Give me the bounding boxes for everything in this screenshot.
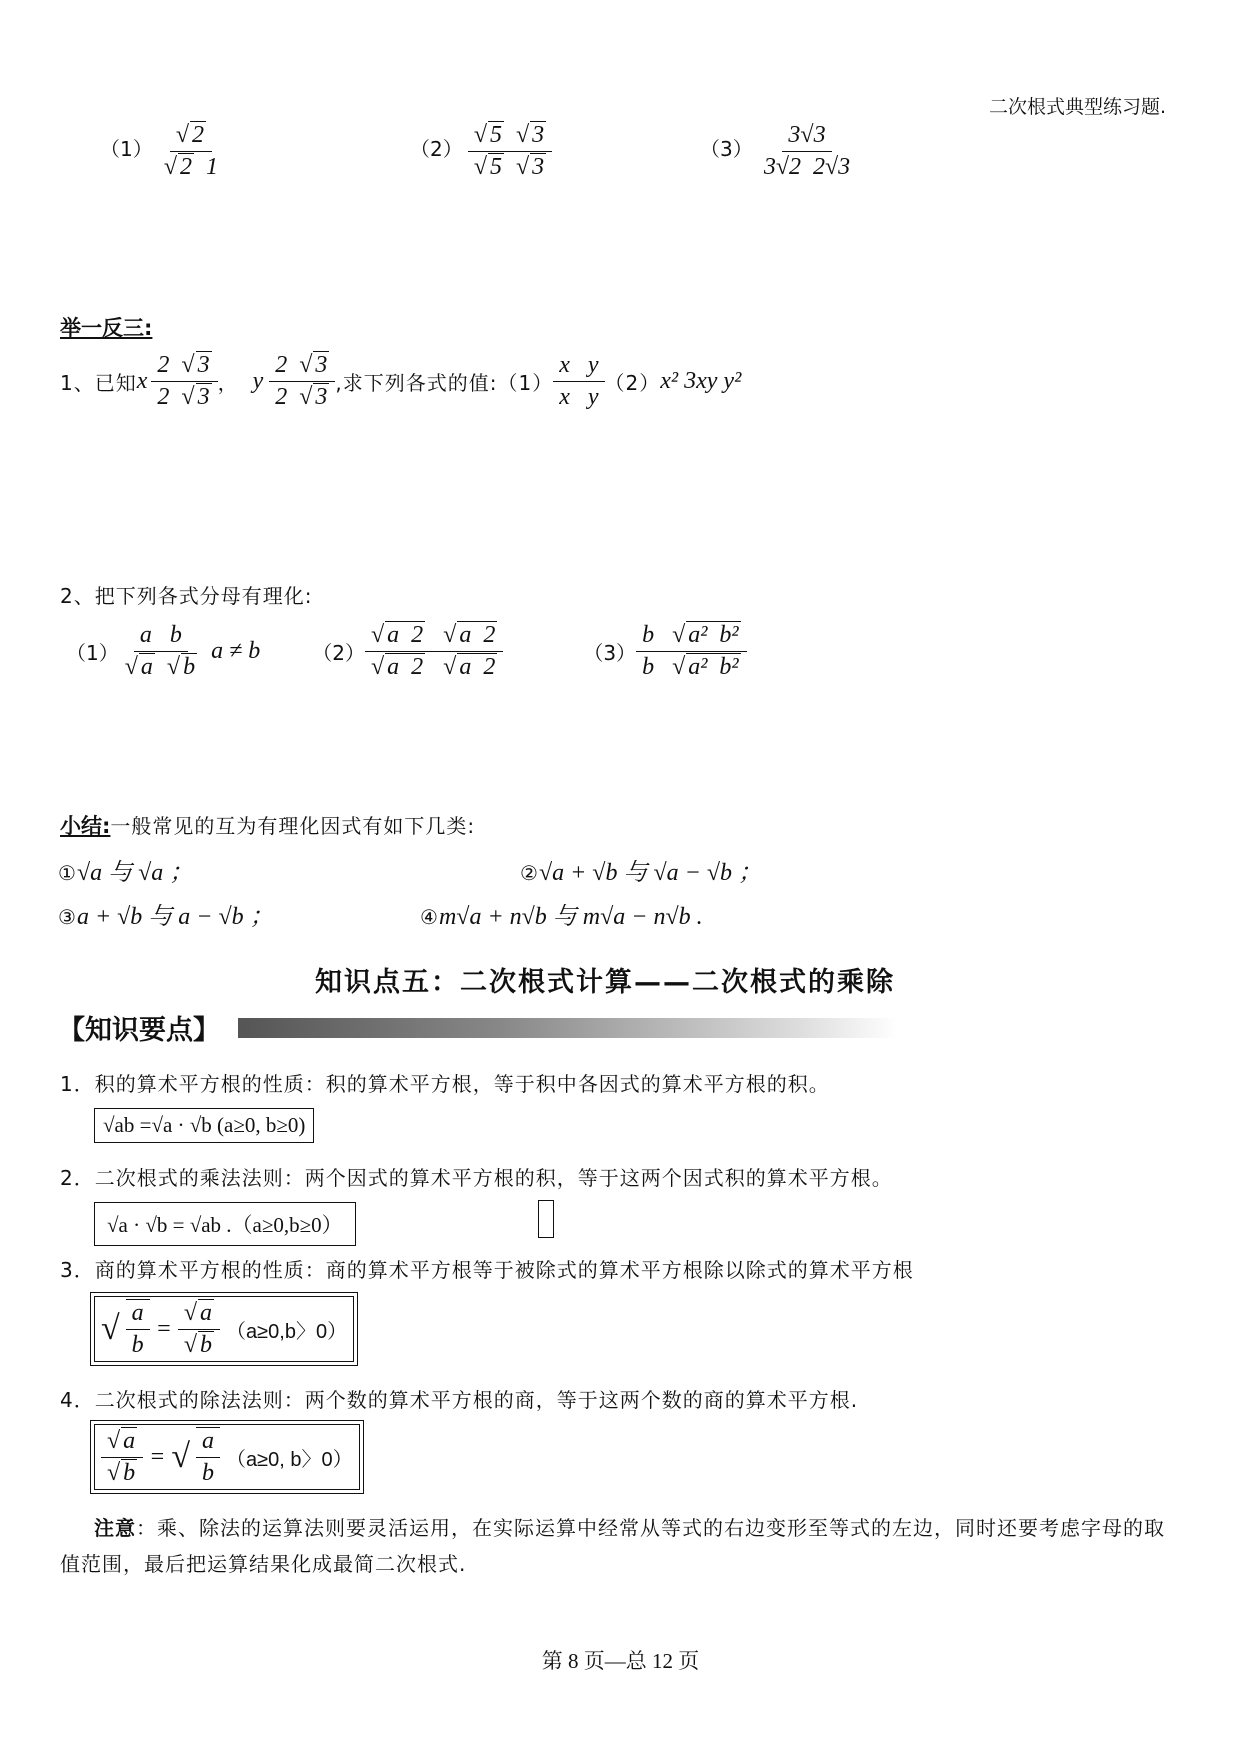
point-4-text: 4．二次根式的除法法则：两个数的算术平方根的商，等于这两个数的商的算术平方根.	[60, 1388, 859, 1412]
note-text: ：乘、除法的运算法则要灵活运用，在实际运算中经常从等式的右边变形至等式的左边，同时还要考虑字母的取值范围，最后把运算结果化成最简二次根式.	[60, 1516, 1165, 1576]
numerator: 2	[192, 122, 204, 148]
q2-part1-label: （1）	[66, 641, 119, 665]
question-2-prompt: 2、把下列各式分母有理化:	[60, 584, 313, 608]
point-3-formula: √ $\frac{a}{b}$ = $\frac{√ a}{√ b}$ （a≥0,b〉0）	[90, 1292, 358, 1366]
note-label: 注意	[94, 1516, 136, 1540]
summary	[60, 810, 475, 840]
q1-suffix: ,求下列各式的值:	[335, 371, 498, 395]
denominator-a: 2	[180, 154, 192, 180]
point-1-formula: √ab =√a · √b (a≥0, b≥0)	[94, 1108, 314, 1143]
summary-label: 小结:	[60, 814, 111, 838]
point-4-formula: $\frac{√ a}{√ b}$ = √ $\frac{a}{b}$ （a≥0, b〉0）	[90, 1420, 364, 1494]
practice-heading: 举一反三:	[60, 316, 153, 340]
item-label: （3）	[700, 137, 753, 161]
empty-box	[538, 1200, 554, 1238]
summary-text: 一般常见的互为有理化因式有如下几类:	[110, 814, 476, 838]
q2-part3-label: （3）	[583, 641, 637, 665]
exercise-item-1: （1） $\frac{√ 2}{√ 2 1}$	[100, 122, 218, 180]
summary-item-text: √a 与 √a ；	[76, 860, 194, 886]
q1-prefix: 1、已知	[60, 371, 137, 395]
point-2-formula: √a · √b = √ab .（a≥0,b≥0）	[94, 1202, 356, 1246]
q1-part2-label: （2）	[604, 371, 661, 395]
denominator-b: 3	[532, 154, 545, 180]
q2-part1-condition: a ≠ b	[211, 638, 261, 664]
numerator-b: 3	[532, 122, 545, 148]
formula-condition: （a≥0, b〉0）	[226, 1448, 353, 1471]
numerator: 3√3	[782, 122, 831, 152]
q1-part1-label: （1）	[497, 371, 554, 395]
q1-part2-expression: x² 3xy y²	[660, 368, 742, 394]
item-label: （2）	[410, 137, 463, 161]
denominator-b: 1	[206, 154, 218, 180]
question-2-parts: （1） $\frac{\text{a b}}{√ a √ b}$ a ≠ b （2） $\frac{√ a 2 √ a 2}{√ a 2 √ a 2}$ （3） $\frac{\text{b √ a² b²}}{\text{b √ a² b²}}$	[66, 622, 747, 681]
summary-item-3	[58, 896, 274, 931]
marker: ④	[420, 905, 439, 929]
exercise-item-2: （2） $\frac{√ 5 √ 3}{√ 5 √ 3}$	[410, 122, 552, 181]
point-1-text: 1．积的算术平方根的性质：积的算术平方根，等于积中各因式的算术平方根的积。	[60, 1072, 830, 1096]
denominator-b: 2√3	[813, 154, 851, 180]
exercise-item-3	[700, 122, 856, 181]
item-label: （1）	[100, 137, 153, 161]
point-2-text: 2．二次根式的乘法法则：两个因式的算术平方根的积，等于这两个因式积的算术平方根。	[60, 1166, 893, 1190]
summary-item-text: m√a + n√b 与 m√a − n√b .	[438, 904, 703, 930]
summary-item-2	[520, 852, 762, 887]
section-title: 知识点五：二次根式计算——二次根式的乘除	[315, 967, 895, 998]
y-variable: y	[252, 368, 264, 394]
summary-item-text: √a + √b 与 √a − √b ；	[538, 860, 763, 886]
summary-item-text: a + √b 与 a − √b ；	[76, 904, 274, 930]
point-3-text: 3．商的算术平方根的性质：商的算术平方根等于被除式的算术平方根除以除式的算术平方根	[60, 1258, 914, 1282]
marker: ③	[58, 905, 77, 929]
key-points-label: 【知识要点】	[58, 1015, 220, 1046]
numerator-a: 5	[490, 122, 502, 148]
marker: ②	[520, 861, 539, 885]
summary-item-4	[420, 896, 703, 931]
document-header: 二次根式典型练习题.	[988, 96, 1166, 118]
denominator-a: 3√2	[763, 154, 801, 180]
q2-part2-label: （2）	[312, 641, 365, 665]
page-footer: 第 8 页—总 12 页	[541, 1649, 700, 1673]
banner-gradient-bar	[238, 1018, 898, 1038]
q1-separator: ，	[217, 371, 239, 395]
x-variable: x	[136, 368, 148, 394]
summary-item-1	[58, 852, 193, 887]
denominator-a: 5	[490, 154, 502, 180]
marker: ①	[58, 861, 77, 885]
note	[60, 1510, 1180, 1582]
question-1: 1、已知 x $\frac{2 √ 3}{2 √ 3}$ ， y $\frac{2 √ 3}{2 √ 3}$ ,求下列各式的值: （1） $\frac{\text{x y}}{\text{x y}}$ （2） x² 3xy y²	[60, 352, 742, 410]
formula-condition: （a≥0,b〉0）	[226, 1320, 348, 1343]
